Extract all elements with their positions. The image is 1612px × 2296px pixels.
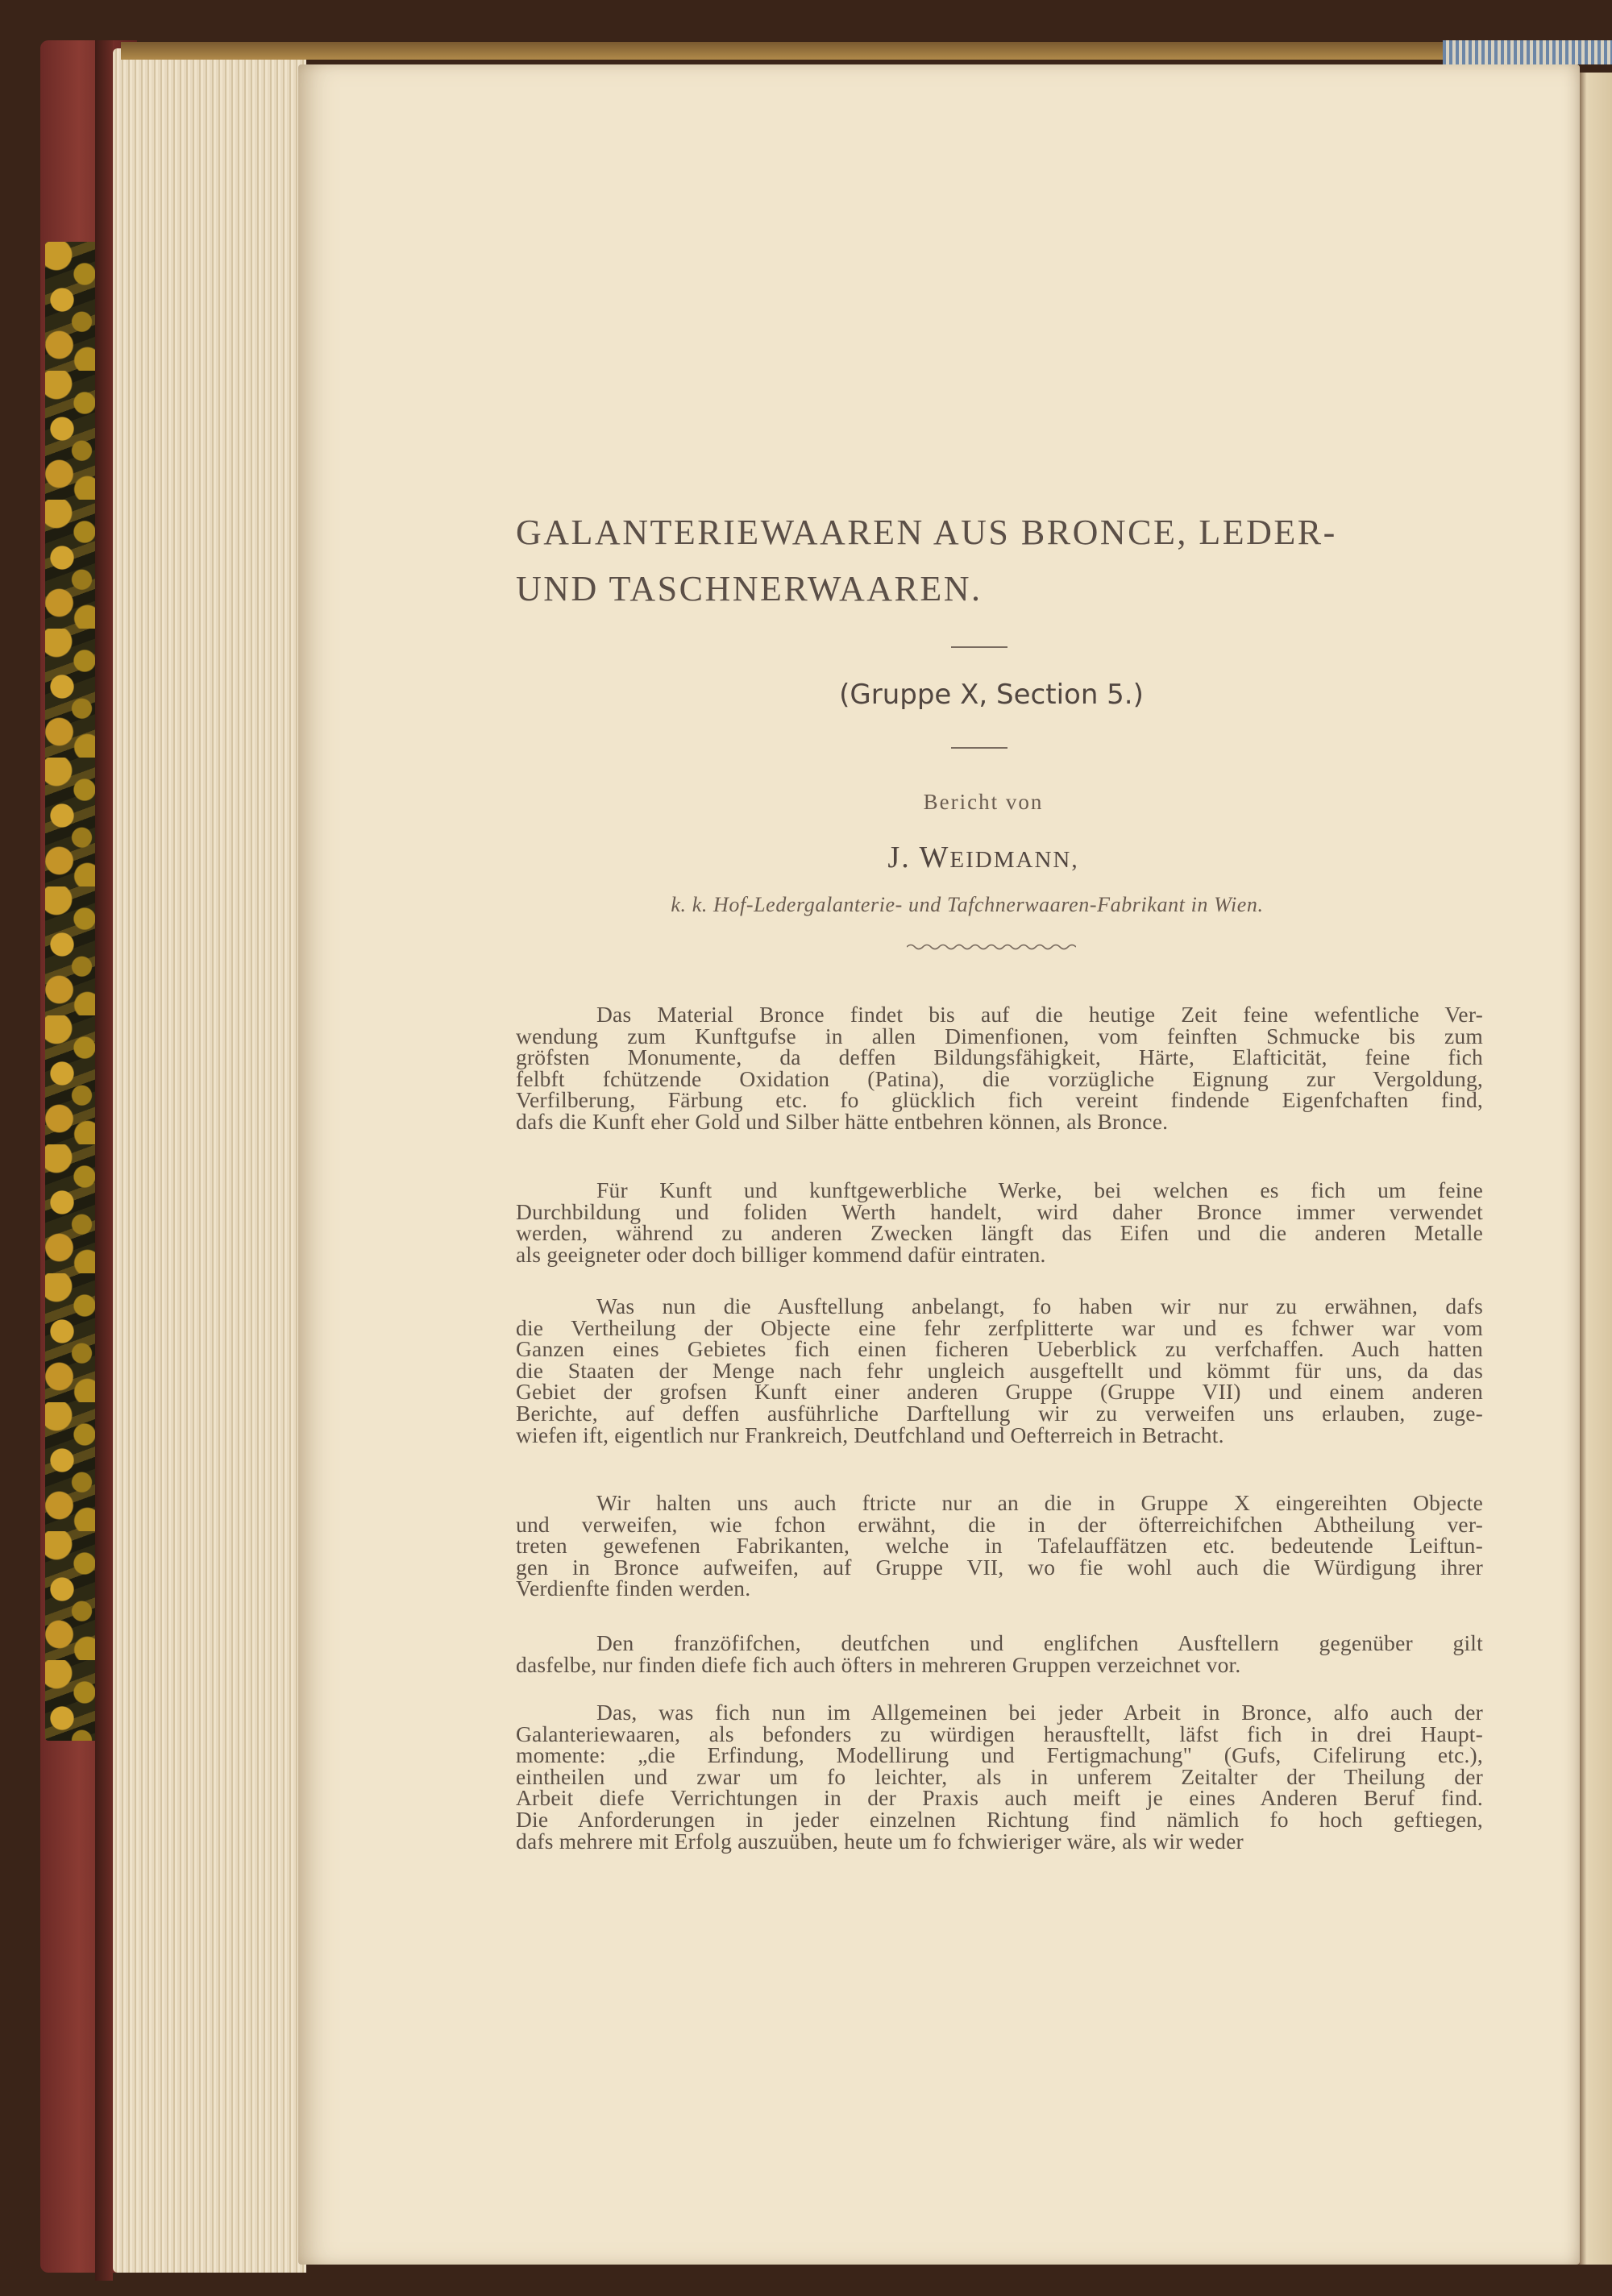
- leather-spine: [95, 40, 113, 2281]
- title-divider: [951, 646, 1008, 648]
- paragraph-1-line: dafs die Kunft eher Gold und Silber hätte entbehren können, als Bronce.: [516, 1109, 1169, 1134]
- paragraph-1-line: gröfsten Monumente, da deffen Bildungsfähigkeit, Härte, Elafticität, feine fich: [516, 1044, 1483, 1070]
- paragraph-3-line: die Staaten der Menge nach fehr ungleich ausgeftellt und kömmt für uns, da das: [516, 1357, 1483, 1383]
- paragraph-3-line: wiefen ift, eigentlich nur Frankreich, Deutfchland und Oefterreich in Betracht.: [516, 1422, 1224, 1447]
- paragraph-3-line: Berichte, auf deffen ausführliche Darftellung wir zu verweifen uns erlauben, zuge-: [516, 1401, 1483, 1426]
- facing-page-edge: [1576, 73, 1612, 2265]
- paragraph-6-line: eintheilen und zwar um fo leichter, als in unferem Zeitalter der Theilung der: [516, 1763, 1483, 1789]
- paragraph-1-line: Verfilberung, Färbung etc. fo glücklich fich vereint findende Eigenfchaften find,: [516, 1087, 1483, 1113]
- paragraph-6-line: momente: „die Erfindung, Modellirung und Fertigmachung" (Gufs, Cifelirung etc.),: [516, 1742, 1483, 1768]
- paragraph-4-line: und verweifen, wie fchon erwähnt, die in der öfterreichifchen Abtheilung ver-: [516, 1511, 1483, 1537]
- paragraph-3-line: die Vertheilung der Objecte eine fehr zerfplitterte war und es fchwer war vom: [516, 1314, 1483, 1340]
- paragraph-6-line: Die Anforderungen in jeder einzelnen Richtung find nämlich fo hoch geftiegen,: [516, 1807, 1483, 1832]
- paragraph-3-line: Gebiet der grofsen Kunft einer anderen Gruppe (Gruppe VII) und einem anderen: [516, 1379, 1483, 1405]
- ornamental-wavy-rule: [907, 941, 1076, 953]
- author-affiliation: k. k. Hof-Ledergalanterie- und Tafchnerwaaren-Fabrikant in Wien.: [671, 893, 1264, 916]
- paragraph-6-line: Galanteriewaaren, als befonders zu würdigen herausftellt, läfst fich in drei Haupt-: [516, 1721, 1483, 1746]
- author-name: [790, 840, 1177, 875]
- marbled-cover-paper: [45, 242, 102, 1741]
- author-surname-cap: W: [919, 841, 950, 874]
- paragraph-6-line: Das, was fich nun im Allgemeinen bei jeder Arbeit in Bronce, alfo auch der: [596, 1700, 1483, 1725]
- subtitle-divider: [951, 747, 1008, 749]
- paragraph-5-line: Den franzöfifchen, deutfchen und englifchen Ausftellern gegenüber gilt: [596, 1630, 1483, 1655]
- paragraph-3-line: Was nun die Ausftellung anbelangt, fo haben wir nur zu erwähnen, dafs: [596, 1293, 1483, 1318]
- paragraph-5-line: dasfelbe, nur finden diefe fich auch öfters in mehreren Gruppen verzeichnet vor.: [516, 1651, 1241, 1677]
- paragraph-6-line: Arbeit diefe Verrichtungen in der Praxis auch meift je eines Anderen Beruf find.: [516, 1785, 1483, 1811]
- section-subtitle: (Gruppe X, Section 5.): [839, 679, 1144, 711]
- paragraph-1-line: wendung zum Kunftgufse in allen Dimenfionen, vom feinften Schmucke bis zum: [516, 1023, 1483, 1048]
- author-surname-rest: EIDMANN,: [949, 847, 1079, 873]
- paragraph-4-line: Verdienfte finden werden.: [516, 1576, 751, 1601]
- paragraph-2-line: als geeigneter oder doch billiger kommend dafür eintraten.: [516, 1241, 1046, 1267]
- book-top-edge: [121, 42, 1572, 60]
- book-page: [298, 64, 1580, 2265]
- paragraph-4-line: gen in Bronce aufweifen, auf Gruppe VII, wo fie wohl auch die Würdigung ihrer: [516, 1554, 1483, 1580]
- paragraph-3-line: Ganzen eines Gebietes fich einen ficheren Ueberblick zu verfchaffen. Auch hatten: [516, 1336, 1483, 1362]
- headband: [1443, 40, 1612, 64]
- paragraph-2-line: werden, während zu anderen Zwecken längft das Eifen und die anderen Metalle: [516, 1220, 1483, 1246]
- paragraph-6-line: dafs mehrere mit Erfolg auszuüben, heute um fo fchwieriger wäre, als wir weder: [516, 1828, 1244, 1854]
- report-label: Bericht von: [923, 790, 1044, 814]
- paragraph-1-line: Das Material Bronce findet bis auf die heutige Zeit feine wefentliche Ver-: [596, 1002, 1483, 1027]
- page-stack-edges: [113, 48, 306, 2273]
- paragraph-4-line: treten gewefenen Fabrikanten, welche in Tafelauffätzen etc. bedeutende Leiftun-: [516, 1533, 1483, 1559]
- paragraph-2-line: Durchbildung und foliden Werth handelt, wird daher Bronce immer verwendet: [516, 1198, 1483, 1224]
- author-initial: J.: [887, 841, 911, 874]
- paragraph-2-line: Für Kunft und kunftgewerbliche Werke, bei welchen es fich um feine: [596, 1177, 1483, 1202]
- title-line-1: GALANTERIEWAAREN AUS BRONCE, LEDER-: [516, 513, 1337, 552]
- paragraph-4-line: Wir halten uns auch ftricte nur an die in Gruppe X eingereihten Objecte: [596, 1490, 1483, 1515]
- paragraph-1-line: felbft fchützende Oxidation (Patina), die vorzügliche Eignung zur Vergoldung,: [516, 1065, 1483, 1091]
- title-line-2: UND TASCHNERWAAREN.: [516, 569, 983, 608]
